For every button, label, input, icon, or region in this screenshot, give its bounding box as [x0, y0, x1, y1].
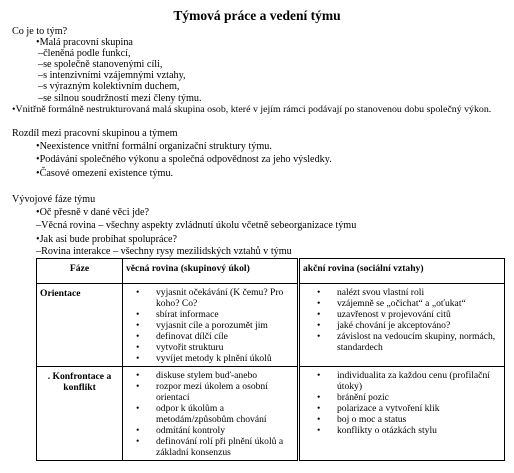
bullet-icon: •	[36, 234, 40, 245]
phase-name: . Konfrontace a konflikt	[37, 367, 123, 461]
bullet-icon: •	[36, 207, 40, 218]
bullet-item: •Vnitřně formálně nestrukturovaná malá skupina osob, které v jejím rámci podávají po stanovenou dobu společný výkon.	[12, 104, 492, 115]
list-item: • konflikty o otázkách stylu	[303, 425, 501, 436]
sub-item: –Věcná rovina – všechny aspekty zvládnutí úkolu včetně sebeorganizace týmu	[36, 220, 357, 231]
document-title: Týmová práce a vedení týmu	[173, 8, 341, 23]
list-item: • boj o moc a status	[303, 414, 501, 425]
list-item: • definovat dílčí cíle	[126, 331, 294, 342]
bullet-icon: •	[12, 104, 16, 115]
list-item: • nalézt svou vlastní roli	[303, 287, 501, 298]
list-item: • diskuse stylem buď-anebo	[126, 370, 294, 381]
sub-item: –se společně stanovenými cíli,	[38, 59, 163, 70]
bullet-icon: •	[36, 168, 40, 179]
task-cell	[123, 367, 299, 461]
phases-table	[36, 258, 505, 461]
bullet-item: •Časové omezení existence týmu.	[36, 168, 174, 179]
list-item: • vytvořit strukturu	[126, 342, 294, 353]
bullet-item: •Podávání společného výkonu a společná odpovědnost za jeho výsledky.	[36, 154, 332, 165]
list-item: • definování rolí při plnění úkolů a základní konsenzus	[126, 436, 294, 458]
task-cell	[123, 284, 299, 367]
social-cell	[299, 367, 505, 461]
social-cell	[299, 284, 505, 367]
bullet-item: •Neexistence vnitřní formální organizační struktury týmu.	[36, 141, 272, 152]
list-item: • sbírat informace	[126, 309, 294, 320]
section-heading-phases: Vývojové fáze týmu	[12, 194, 96, 205]
bullet-item: •Jak asi bude probíhat spolupráce?	[36, 234, 178, 245]
sub-item: –se silnou soudržností mezi členy týmu.	[38, 93, 202, 104]
list-item: • rozpor mezi úkolem a osobní orientací	[126, 381, 294, 403]
list-item: • jaké chování je akceptováno?	[303, 320, 501, 331]
list-item: • odpor k úkolům a metodám/způsobům chování	[126, 403, 294, 425]
sub-item: –Rovina interakce – všechny rysy mezilidských vztahů v týmu	[36, 246, 292, 257]
bullet-icon: •	[36, 141, 40, 152]
table-row	[37, 284, 505, 367]
list-item: • bránění pozic	[303, 392, 501, 403]
list-item: • individualita za každou cenu (profilační útoky)	[303, 370, 501, 392]
list-item: • uzavřenost v projevování citů	[303, 309, 501, 320]
sub-item: –členěná podle funkcí,	[38, 48, 131, 59]
list-item: • vyjasnit cíle a porozumět jim	[126, 320, 294, 331]
column-header-task-level: věcná rovina (skupinový úkol)	[123, 259, 299, 284]
table-header-row	[37, 259, 505, 284]
phase-name: Orientace	[37, 284, 123, 367]
column-header-phase: Fáze	[37, 259, 123, 284]
list-item: • vyvíjet metody k plnění úkolů	[126, 353, 294, 364]
list-item: • vyjasnit očekávání (K čemu? Pro koho? Co?	[126, 287, 294, 309]
sub-item: –s výrazným kolektivním duchem,	[38, 81, 180, 92]
list-item: • vzájemně se „očichat“ a „oťukat“	[303, 298, 501, 309]
bullet-item: •Malá pracovní skupina	[36, 37, 133, 48]
column-header-social-level: akční rovina (sociální vztahy)	[299, 259, 505, 284]
list-item: • závislost na vedoucím skupiny, normách, standardech	[303, 331, 501, 353]
list-item: • polarizace a vytvoření klik	[303, 403, 501, 414]
bullet-icon: •	[36, 37, 40, 48]
list-item: • odmítání kontroly	[126, 425, 294, 436]
table-row	[37, 367, 505, 461]
section-heading-difference: Rozdíl mezi pracovní skupinou a týmem	[12, 128, 178, 139]
sub-item: –s intenzivními vzájemnými vztahy,	[38, 70, 186, 81]
bullet-icon: •	[36, 154, 40, 165]
section-heading-team: Co je to tým?	[12, 26, 68, 37]
bullet-item: •Oč přesně v dané věci jde?	[36, 207, 150, 218]
